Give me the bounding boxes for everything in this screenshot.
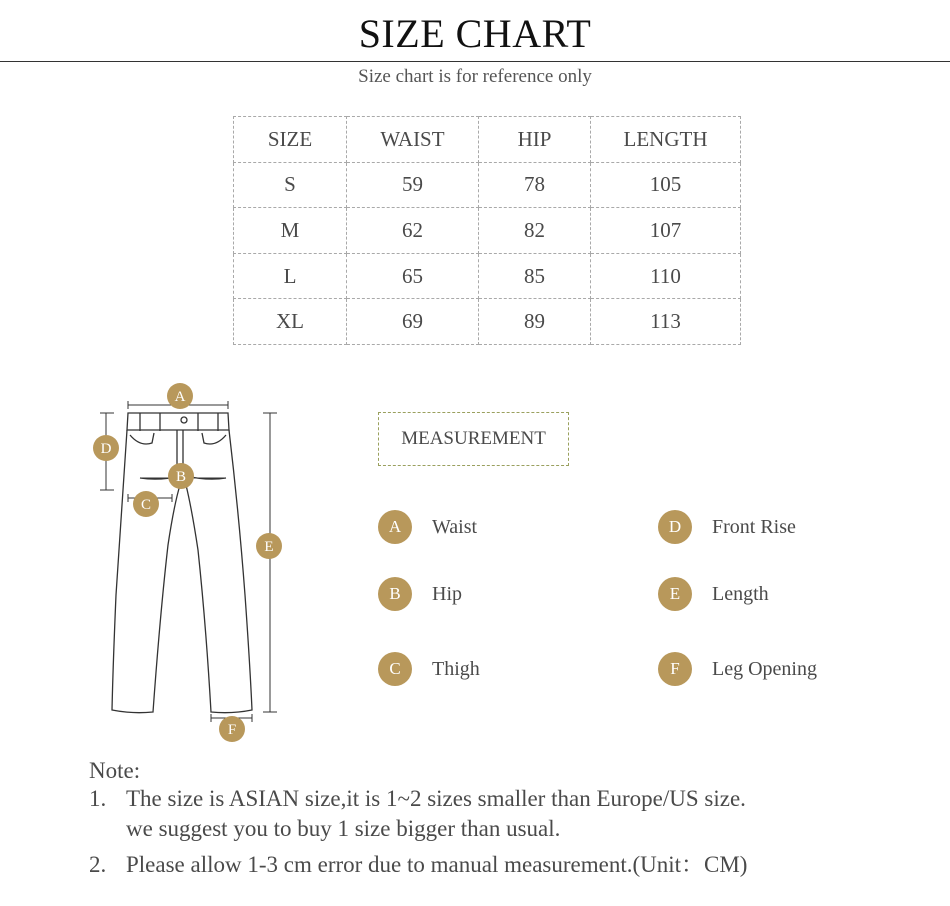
measurement-heading: MEASUREMENT xyxy=(378,412,569,466)
badge-d: D xyxy=(658,510,692,544)
legend-label: Length xyxy=(712,582,769,605)
svg-text:B: B xyxy=(175,469,187,485)
legend-item-thigh xyxy=(378,652,480,686)
table-cell: S xyxy=(234,162,347,208)
svg-text:D: D xyxy=(100,441,112,457)
badge-a: A xyxy=(378,510,412,544)
table-row xyxy=(234,208,741,254)
marker-e xyxy=(256,533,282,559)
page-title: SIZE CHART xyxy=(358,11,592,56)
table-cell: XL xyxy=(234,299,347,345)
svg-text:E: E xyxy=(264,539,274,555)
svg-text:F: F xyxy=(227,722,237,738)
legend-label: Waist xyxy=(432,515,478,538)
table-row xyxy=(234,253,741,299)
table-row xyxy=(234,162,741,208)
table-cell: 62 xyxy=(347,208,479,254)
note-text: The size is ASIAN size,it is 1~2 sizes smaller than Europe/US size. xyxy=(126,786,746,811)
table-cell: 69 xyxy=(347,299,479,345)
table-cell: 85 xyxy=(479,253,591,299)
pants-diagram xyxy=(80,375,300,755)
legend-item-waist xyxy=(378,510,477,544)
table-header: WAIST xyxy=(347,117,479,163)
marker-f xyxy=(219,716,245,742)
marker-d xyxy=(93,435,119,461)
title-divider xyxy=(0,61,950,62)
table-cell: L xyxy=(234,253,347,299)
table-cell: 59 xyxy=(347,162,479,208)
table-header: SIZE xyxy=(234,117,347,163)
note-line-1 xyxy=(89,786,746,812)
note-number: 2. xyxy=(89,852,107,877)
marker-c xyxy=(133,491,159,517)
note-number: 1. xyxy=(89,786,107,811)
table-cell: 82 xyxy=(479,208,591,254)
table-cell: M xyxy=(234,208,347,254)
size-table xyxy=(233,116,741,345)
note-heading: Note: xyxy=(89,758,141,783)
badge-e: E xyxy=(658,577,692,611)
svg-text:C: C xyxy=(140,497,152,513)
legend-item-leg-opening xyxy=(658,652,817,686)
legend-item-length xyxy=(658,577,769,611)
marker-b xyxy=(168,463,194,489)
legend-item-front-rise xyxy=(658,510,796,544)
table-header-row xyxy=(234,117,741,163)
note-line-2 xyxy=(89,846,747,879)
table-header: LENGTH xyxy=(591,117,741,163)
legend-label: Leg Opening xyxy=(712,657,817,680)
note-text: Please allow 1-3 cm error due to manual measurement.(Unit：CM) xyxy=(126,852,748,877)
table-cell: 107 xyxy=(591,208,741,254)
table-cell: 78 xyxy=(479,162,591,208)
marker-a xyxy=(167,383,193,409)
badge-f: F xyxy=(658,652,692,686)
badge-b: B xyxy=(378,577,412,611)
page-subtitle: Size chart is for reference only xyxy=(358,66,592,87)
note-line-1b xyxy=(89,816,560,842)
table-cell: 89 xyxy=(479,299,591,345)
svg-text:A: A xyxy=(174,389,186,405)
legend-label: Hip xyxy=(432,582,462,605)
table-row xyxy=(234,299,741,345)
legend-label: Front Rise xyxy=(712,515,796,538)
legend-label: Thigh xyxy=(432,657,480,680)
table-cell: 65 xyxy=(347,253,479,299)
badge-c: C xyxy=(378,652,412,686)
legend-item-hip xyxy=(378,577,462,611)
table-cell: 105 xyxy=(591,162,741,208)
note-text: we suggest you to buy 1 size bigger than usual. xyxy=(126,816,561,841)
table-header: HIP xyxy=(479,117,591,163)
table-cell: 110 xyxy=(591,253,741,299)
table-cell: 113 xyxy=(591,299,741,345)
